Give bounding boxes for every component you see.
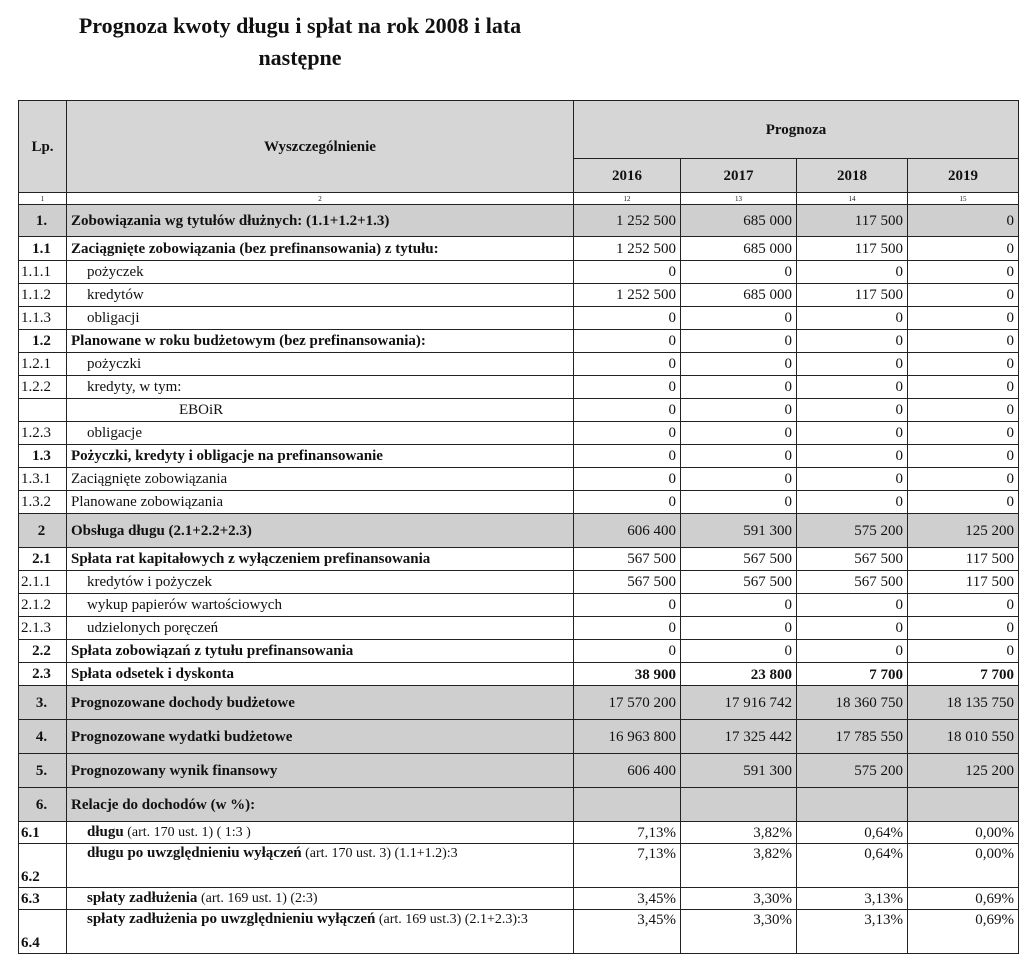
header-prognoza: Prognoza (574, 101, 1019, 159)
row-value-2018: 3,13% (797, 910, 908, 954)
row-label: Planowane zobowiązania (67, 491, 574, 514)
row-lp: 6.3 (19, 888, 67, 910)
row-lp: 2.1.2 (19, 594, 67, 617)
row-value-2016: 0 (574, 330, 681, 353)
table-row (19, 788, 1019, 822)
colnum-15: 15 (908, 193, 1019, 205)
row-value-2017: 3,30% (681, 910, 797, 954)
row-value-2019: 0 (908, 376, 1019, 399)
row-value-2017: 685 000 (681, 205, 797, 237)
row-value-2017: 591 300 (681, 514, 797, 548)
colnum-12: 12 (574, 193, 681, 205)
row-label-ref: (art. 169 ust. 1) (2:3) (197, 891, 318, 906)
row-value-2016: 17 570 200 (574, 686, 681, 720)
row-value-2019: 125 200 (908, 514, 1019, 548)
row-value-2017: 23 800 (681, 663, 797, 686)
row-label: Prognozowany wynik finansowy (67, 754, 574, 788)
row-label (67, 844, 574, 888)
row-lp: 2.1.1 (19, 571, 67, 594)
row-value-2018: 0 (797, 261, 908, 284)
row-lp: 1.2 (19, 330, 67, 353)
row-label (67, 888, 574, 910)
colnum-1: 1 (19, 193, 67, 205)
row-value-2018: 0 (797, 353, 908, 376)
row-value-2016: 0 (574, 594, 681, 617)
table-row (19, 422, 1019, 445)
row-value-2018: 567 500 (797, 548, 908, 571)
table-row (19, 594, 1019, 617)
row-value-2019: 0 (908, 261, 1019, 284)
row-value-2016: 1 252 500 (574, 237, 681, 261)
row-lp: 1.1.1 (19, 261, 67, 284)
row-value-2017: 591 300 (681, 754, 797, 788)
row-label: Pożyczki, kredyty i obligacje na prefinansowanie (67, 445, 574, 468)
row-value-2018: 17 785 550 (797, 720, 908, 754)
row-value-2016: 38 900 (574, 663, 681, 686)
row-lp: 2.1.3 (19, 617, 67, 640)
row-lp: 2 (19, 514, 67, 548)
row-label: kredytów (67, 284, 574, 307)
row-value-2019: 117 500 (908, 548, 1019, 571)
table-row (19, 822, 1019, 844)
row-label: Spłata odsetek i dyskonta (67, 663, 574, 686)
row-value-2016: 567 500 (574, 548, 681, 571)
row-value-2019: 117 500 (908, 571, 1019, 594)
row-value-2017: 0 (681, 399, 797, 422)
row-label: wykup papierów wartościowych (67, 594, 574, 617)
row-value-2016: 606 400 (574, 754, 681, 788)
row-value-2018: 567 500 (797, 571, 908, 594)
table-row (19, 548, 1019, 571)
row-lp: 6.4 (19, 910, 67, 954)
table-row (19, 686, 1019, 720)
row-value-2018: 0 (797, 491, 908, 514)
header-year-2018: 2018 (797, 159, 908, 193)
table-row (19, 663, 1019, 686)
row-value-2017: 3,30% (681, 888, 797, 910)
row-value-2019: 0 (908, 399, 1019, 422)
row-label: Zaciągnięte zobowiązania (bez prefinansowania) z tytułu: (67, 237, 574, 261)
row-label: pożyczek (67, 261, 574, 284)
row-value-2016: 1 252 500 (574, 284, 681, 307)
table-row (19, 399, 1019, 422)
row-value-2019: 0 (908, 491, 1019, 514)
row-value-2019: 0 (908, 330, 1019, 353)
row-label: Spłata zobowiązań z tytułu prefinansowania (67, 640, 574, 663)
row-value-2018: 18 360 750 (797, 686, 908, 720)
header-description: Wyszczególnienie (67, 101, 574, 193)
row-lp: 1.3.1 (19, 468, 67, 491)
row-lp: 2.3 (19, 663, 67, 686)
row-value-2016: 3,45% (574, 888, 681, 910)
table-row (19, 307, 1019, 330)
row-value-2016: 606 400 (574, 514, 681, 548)
row-label-ref: (art. 170 ust. 3) (1.1+1.2):3 (301, 846, 458, 861)
row-lp: 1.1.3 (19, 307, 67, 330)
row-value-2016: 16 963 800 (574, 720, 681, 754)
row-value-2017: 3,82% (681, 844, 797, 888)
row-label: Obsługa długu (2.1+2.2+2.3) (67, 514, 574, 548)
table-row (19, 754, 1019, 788)
row-value-2018: 0 (797, 617, 908, 640)
table-row (19, 844, 1019, 888)
header-year-2016: 2016 (574, 159, 681, 193)
row-value-2017: 0 (681, 307, 797, 330)
row-label: Zaciągnięte zobowiązania (67, 468, 574, 491)
table-row (19, 468, 1019, 491)
row-label: pożyczki (67, 353, 574, 376)
table-row (19, 491, 1019, 514)
table-row (19, 720, 1019, 754)
table-row (19, 284, 1019, 307)
row-value-2016: 7,13% (574, 822, 681, 844)
row-label: Prognozowane dochody budżetowe (67, 686, 574, 720)
row-lp: 2.1 (19, 548, 67, 571)
row-value-2017: 0 (681, 594, 797, 617)
row-value-2016: 0 (574, 261, 681, 284)
row-value-2017: 0 (681, 640, 797, 663)
row-value-2016: 0 (574, 399, 681, 422)
row-value-2017: 17 916 742 (681, 686, 797, 720)
row-value-2019: 0 (908, 640, 1019, 663)
row-value-2018: 117 500 (797, 205, 908, 237)
row-value-2018: 0 (797, 594, 908, 617)
colnum-2: 2 (67, 193, 574, 205)
row-value-2019: 0,00% (908, 844, 1019, 888)
row-value-2017: 0 (681, 617, 797, 640)
row-value-2017: 0 (681, 376, 797, 399)
row-value-2016: 567 500 (574, 571, 681, 594)
row-label: Spłata rat kapitałowych z wyłączeniem prefinansowania (67, 548, 574, 571)
row-value-2018: 0 (797, 445, 908, 468)
row-label: kredytów i pożyczek (67, 571, 574, 594)
row-value-2019: 0 (908, 237, 1019, 261)
row-value-2018: 0 (797, 399, 908, 422)
row-lp: 1. (19, 205, 67, 237)
row-value-2017: 0 (681, 491, 797, 514)
row-label: Planowane w roku budżetowym (bez prefinansowania): (67, 330, 574, 353)
row-label: obligacje (67, 422, 574, 445)
row-lp: 1.2.2 (19, 376, 67, 399)
row-value-2018: 117 500 (797, 237, 908, 261)
row-value-2019 (908, 788, 1019, 822)
row-value-2017: 685 000 (681, 237, 797, 261)
row-value-2019: 0,69% (908, 888, 1019, 910)
row-value-2016: 7,13% (574, 844, 681, 888)
row-value-2017: 567 500 (681, 571, 797, 594)
row-label-ref: (art. 169 ust.3) (2.1+2.3):3 (375, 912, 528, 927)
row-lp: 1.3 (19, 445, 67, 468)
row-value-2019: 0,69% (908, 910, 1019, 954)
row-value-2016: 0 (574, 422, 681, 445)
table-row (19, 617, 1019, 640)
row-value-2016: 3,45% (574, 910, 681, 954)
row-lp: 3. (19, 686, 67, 720)
row-value-2018: 117 500 (797, 284, 908, 307)
row-value-2018: 3,13% (797, 888, 908, 910)
row-value-2016: 0 (574, 640, 681, 663)
row-value-2017: 685 000 (681, 284, 797, 307)
header-year-2019: 2019 (908, 159, 1019, 193)
row-value-2016: 0 (574, 491, 681, 514)
header-year-2017: 2017 (681, 159, 797, 193)
row-lp: 5. (19, 754, 67, 788)
row-value-2019: 0 (908, 422, 1019, 445)
row-lp: 6.1 (19, 822, 67, 844)
row-lp: 1.2.1 (19, 353, 67, 376)
row-lp: 1.1 (19, 237, 67, 261)
row-value-2019: 0 (908, 307, 1019, 330)
row-label (67, 910, 574, 954)
table-row (19, 445, 1019, 468)
row-value-2019: 0 (908, 468, 1019, 491)
title-line-1: Prognoza kwoty długu i spłat na rok 2008 i lata (78, 13, 522, 38)
row-value-2016: 0 (574, 307, 681, 330)
row-lp: 1.2.3 (19, 422, 67, 445)
title-line-2: następne (258, 45, 342, 70)
row-lp: 6. (19, 788, 67, 822)
row-label: EBOiR (67, 399, 574, 422)
table-row (19, 261, 1019, 284)
row-label: Relacje do dochodów (w %): (67, 788, 574, 822)
row-label: Prognozowane wydatki budżetowe (67, 720, 574, 754)
row-lp: 2.2 (19, 640, 67, 663)
row-value-2018: 0 (797, 307, 908, 330)
row-label: kredyty, w tym: (67, 376, 574, 399)
row-lp: 1.3.2 (19, 491, 67, 514)
row-value-2017: 3,82% (681, 822, 797, 844)
row-value-2019: 0 (908, 617, 1019, 640)
row-value-2018: 0 (797, 330, 908, 353)
row-value-2019: 0 (908, 353, 1019, 376)
table-row (19, 571, 1019, 594)
table-row (19, 640, 1019, 663)
row-lp (19, 399, 67, 422)
row-label (67, 822, 574, 844)
row-label-bold: spłaty zadłużenia po uwzględnieniu wyłączeń (87, 911, 376, 927)
row-label: Zobowiązania wg tytułów dłużnych: (1.1+1.2+1.3) (67, 205, 574, 237)
row-value-2017: 0 (681, 261, 797, 284)
row-value-2018: 575 200 (797, 754, 908, 788)
header-lp: Lp. (19, 101, 67, 193)
colnum-14: 14 (797, 193, 908, 205)
row-value-2017: 0 (681, 468, 797, 491)
row-value-2018: 0 (797, 640, 908, 663)
row-value-2019: 18 135 750 (908, 686, 1019, 720)
table-row (19, 330, 1019, 353)
row-value-2016 (574, 788, 681, 822)
table-row (19, 514, 1019, 548)
row-value-2016: 0 (574, 445, 681, 468)
row-lp: 6.2 (19, 844, 67, 888)
row-value-2019: 18 010 550 (908, 720, 1019, 754)
row-label-ref: (art. 170 ust. 1) ( 1:3 ) (123, 825, 251, 840)
row-value-2019: 7 700 (908, 663, 1019, 686)
colnum-13: 13 (681, 193, 797, 205)
row-label-bold: spłaty zadłużenia (87, 890, 198, 906)
row-value-2017: 17 325 442 (681, 720, 797, 754)
row-value-2019: 0 (908, 205, 1019, 237)
table-row (19, 910, 1019, 954)
row-value-2018: 0 (797, 422, 908, 445)
row-label: obligacji (67, 307, 574, 330)
row-value-2016: 0 (574, 376, 681, 399)
row-label: udzielonych poręczeń (67, 617, 574, 640)
row-value-2016: 0 (574, 468, 681, 491)
row-value-2019: 0 (908, 284, 1019, 307)
row-value-2017: 0 (681, 353, 797, 376)
row-value-2019: 0 (908, 594, 1019, 617)
row-lp: 1.1.2 (19, 284, 67, 307)
row-value-2019: 125 200 (908, 754, 1019, 788)
row-label-bold: długu po uwzględnieniu wyłączeń (87, 845, 302, 861)
table-row (19, 888, 1019, 910)
row-value-2018: 7 700 (797, 663, 908, 686)
row-value-2018: 575 200 (797, 514, 908, 548)
row-value-2016: 1 252 500 (574, 205, 681, 237)
table-row (19, 353, 1019, 376)
row-value-2017: 0 (681, 445, 797, 468)
row-value-2019: 0 (908, 445, 1019, 468)
row-value-2017: 0 (681, 330, 797, 353)
table-row (19, 205, 1019, 237)
row-value-2017 (681, 788, 797, 822)
row-value-2018 (797, 788, 908, 822)
row-value-2018: 0 (797, 468, 908, 491)
table-row (19, 237, 1019, 261)
row-value-2018: 0 (797, 376, 908, 399)
row-value-2018: 0,64% (797, 844, 908, 888)
row-label-bold: długu (87, 824, 124, 840)
row-value-2017: 567 500 (681, 548, 797, 571)
document-title (0, 10, 600, 74)
row-value-2016: 0 (574, 353, 681, 376)
row-value-2016: 0 (574, 617, 681, 640)
forecast-table (18, 100, 1019, 954)
row-lp: 4. (19, 720, 67, 754)
row-value-2019: 0,00% (908, 822, 1019, 844)
table-row (19, 376, 1019, 399)
row-value-2017: 0 (681, 422, 797, 445)
row-value-2018: 0,64% (797, 822, 908, 844)
